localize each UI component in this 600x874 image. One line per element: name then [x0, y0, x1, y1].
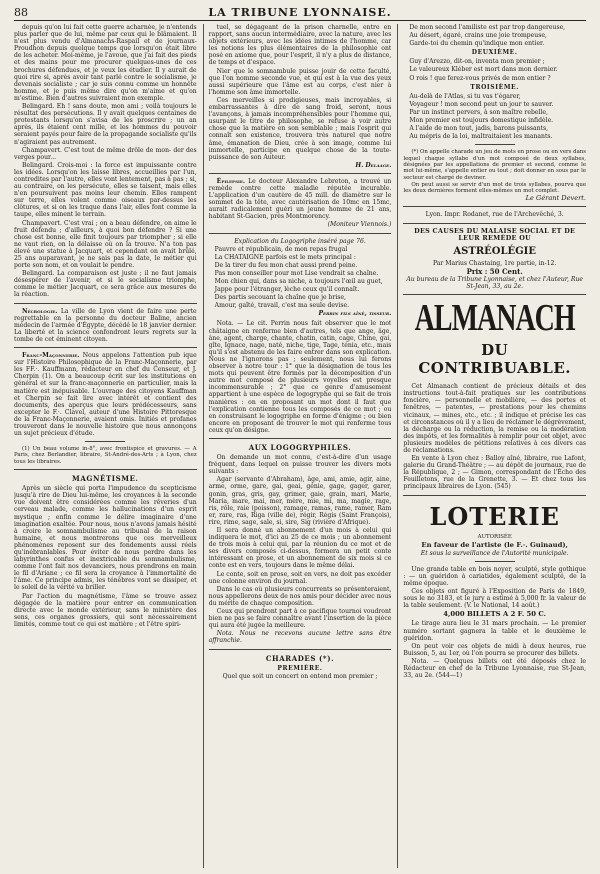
loterie-paragraph: On peut voir ces objets de midi à deux heures, rue Buisson, 5, au 1er, où l'on pourra se procurer des billets.: [403, 642, 587, 657]
magnetisme-paragraph: Après un siècle qui porta l'impudence du scepticisme jusqu'à rire de Dieu lui-même, les croyances à la seconde vue doivent être considérées comme les rêveries d'un cerveau malade, comme les hallucinations d'un esprit mystique ; enfin comme le délire imaginaire d'une imagination exaltée. Pour nous, nous n'avons jamais hésité à croire le somnambulisme au tribunal de la raison humaine, et nous montrerons que ces merveilleux phénomènes reposent sur des fondements aussi réels qu'inébranlables. Pour éviter de nous perdre dans les labyrinthes confus et inextricable du somnambulisme, comme l'ont fait nos devanciers, nous prendrons en main le fil d'Ariane ; ce fil sera la croyance à l'immortalité de l'âme. Ce principe admis, les ténèbres vont se dissiper, et le soleil de la vérité va briller.: [14, 485, 197, 592]
dialogue-paragraph: Belingard. Eh ! sans doute, mon ami ; voilà toujours le résultat des persécutions. Il y avait quelques centaines de protestants lorsqu'on s'avisa de les proscrire ; un an après, ils étaient cent mille, et les hommes du pouvoir seraient payés pour faire de la propagande socialiste qu'ils n'agiraient pas autrement.: [14, 103, 197, 146]
divider: [403, 495, 586, 496]
logogryphiles-title: AUX LOGOGRYPHILES.: [248, 442, 352, 452]
charade-verse: [403, 24, 586, 47]
verse-line: Au mépris de la loi, maltraitaient les manants.: [409, 133, 553, 141]
ad-price: Prix : 50 Cent.: [466, 266, 523, 276]
almanach-paragraph: En vente à Lyon chez : Balloy aîné, libraire, rue Lafont, galerie du Grand-Théâtre ; — au dépôt de journaux, rue de la République, 2 ; — Gimon, correspondant de l'Écho des Feuilletons, rue de la Grenette, 3. — Et chez tous les principaux libraires de Lyon. (545): [403, 455, 587, 491]
verse-line: Voyageur ! mon second peut un jour te sauver.: [409, 100, 554, 108]
dialogue-paragraph: Belingard. La comparaison est juste ; il ne faut jamais désespérer de l'avenir, et si le socialisme triomphe, comme le métier Jacquart, ce sera grâce aux mesures de la réaction.: [14, 270, 197, 299]
verse-line: Amour, gaîté, travail, c'est ma seule devise.: [214, 302, 350, 310]
charade-verse: [403, 58, 586, 81]
verse-line: Pauvre et républicain, de mon repas frugal: [214, 245, 348, 253]
verse-line: Des partis secouant la chaîne que je brise,: [214, 294, 346, 302]
dialogue-paragraph: Champavert. C'est tout de même drôle de mon- der des verges pour...: [14, 146, 197, 161]
necrology-text: La ville de Lyon vient de faire une perte regrettable en la personne du docteur Baline, ancien médecin de l'armée d'Égypte, décédé le 18 janvier dernier. La liberté et la science confondront leurs regrets sur la tombe de cet éminent citoyen.: [14, 307, 197, 343]
columns: [14, 24, 586, 868]
verse-line: A l'aide de mon tout, jadis, barons puissants,: [409, 125, 549, 133]
divider: [85, 441, 125, 442]
divider: [475, 561, 515, 562]
ad-author: Par Marius Chastaing, 1re partie, in-12.: [432, 259, 557, 267]
logogryphiles-paragraph: Le conte, soit en prose, soit en vers, ne doit pas excéder une colonne environ du journal.: [208, 570, 392, 585]
verse-line: Garde-toi du chemin qu'indique mon entier.: [409, 40, 545, 48]
divider: [403, 223, 586, 224]
author-signature: H. Delaage.: [355, 161, 392, 169]
nota-paragraph: Nota. — Le cit. Perrin nous fait observer que le mot châtaigne en renferme bien d'autres, tels que ange, âge, âne, agent, charge, chante, chatin, catin, cage, Chine, gai, gîte, Ignace, nage, naté, niche, tige, Tage, ténia, etc., mais qu'il s'est abstenu de les faire entrer dans son explication. Nous ne l'ignorons pas ; seulement, nous lui ferons observer à notre tour : 1° que la désignation de tous les mots qui peuvent être formés par la décomposition d'un autre mot composé de plusieurs voyelles est presque incommensurable ; 2° que ce genre d'amusement appartient à une espèce de logogryphe qui se fait de trois manières : on en proposant un mot dont il faut que l'explication contienne tous les composés de ce mot ; ou en construisant le logogriphe en forme d'énigme ; ou bien encore en proposant de trouver le mot qui renferme tous ceux qu'on désigne.: [208, 320, 392, 434]
dialogue-paragraph: Champavert. C'est vrai ; on a beau défendre, on aime le fruit défendu ; d'ailleurs, à quoi bon défendre ? Si une chose est bonne, elle finit toujours par triompher ; si elle ne vaut rien, on la délaisse où on la trouve. N'a ton pas élevé une statue à Jacquart, et cependant on avait brûlé, 25 ans auparavant, je ne sais pas la date, le métier qui porte son nom, et on voulait le pendre.: [14, 219, 197, 270]
loterie-paragraph: Le tirage aura lieu le 31 mars prochain. — Le premier numéro sortant gagnera la table et le deuxième le guéridon.: [403, 620, 587, 642]
logogryphiles-paragraph: On demande un mot connu, c'est-à-dire d'un usage fréquent, dans lequel on puisse trouver les divers mots suivants :: [208, 454, 392, 476]
logogriphe-intro: Explication du Logogriphe inséré page 76.: [234, 237, 366, 245]
loterie-faveur: En faveur de l'artiste (le F.·. Guinaud),: [421, 540, 568, 549]
logogriphe-signature: Perrin fils aîné, tisseur.: [318, 310, 392, 318]
logogryphiles-paragraph: Ceux qui prendront part à ce pacifique tournoi voudront bien ne pas se faire connaître avant l'insertion de la pièce qui aura été jugée la meilleure.: [208, 608, 392, 630]
divider: [14, 469, 197, 470]
loterie-surveillance: Et sous la surveillance de l'Autorité municipale.: [420, 549, 569, 557]
contribuable-title: DU CONTRIBUABLE.: [418, 341, 572, 378]
column-2: [203, 24, 392, 868]
verse-line: Au désert, égaré, crains une joie trompeuse,: [409, 32, 547, 40]
divider: [403, 206, 586, 207]
page-number: 88: [14, 5, 28, 19]
divider: [14, 347, 197, 348]
epilepsie-label: Épilepsie.: [216, 177, 245, 185]
verse-line: De la tirer du feu mon chat aussi prend peine.: [214, 261, 358, 269]
charades-title: CHARADES (*).: [265, 653, 335, 663]
logogryphiles-nota: Nota. Nous ne recevons aucune lettre sans être affranchie.: [208, 630, 392, 645]
loterie-billets: 4,000 BILLETS A 2 F. 50 C.: [443, 610, 547, 619]
charade-footnote: (*) On appelle charade un jeu de mots en prose ou en vers dans lequel chaque syllabe d'un mot composé de deux syllabes, désignées par les appellations de premier et second, comme le mot lui-même, s'appelle entier ou tout ; doit donner en sous par le secteur est chargé de deviner.: [403, 149, 587, 181]
logogryphiles-paragraph: Agar (servante d'Abraham), âge, ami, amie, agir, aine, arme, orme, gare, gai, geai, génie, gage, gager, garer, gonin, gras, gris, gay, grimer, gaie, grain, mari, Marie, Maria, mare, mai, mer, mère, mie, mi, ma, magie, rage, ris, rôle, raie (poisson), ramage, ramas, rame, ramer, Ram er, rare, ras, Riga (ville de), régir, Régis (Saint François), rire, rime, sage, sale, si, sire, Sig (rivière d'Afrique).: [208, 476, 392, 526]
franc-text: Nous appelons l'attention pub ique sur l'Histoire Philosophique de la Franc-Maçonnerie, par les FF.·. Kauffmann, rédacteur en chef du Censeur, et J. Cherpin (1). On a beaucoup écrit sur les institutions en général et sur la franc-maçonnerie en particulier, mais la matière est inépuisable. L'ouvrage des citoyens Kauffman et Cherpin se fait lire avec intérêt et contient des documents, des aperçus que leurs prédécesseurs, sans excepter le F.·. Clavel, auteur d'une Histoire Pittoresque de la Franc-Maçonnerie, avaient omis. Initiés et profanes trouveront dans le nouvelle histoire que nous annonçons un sujet précieux d'étude.: [14, 352, 197, 438]
ad-astreologie: ASTRÉOLÉGIE: [453, 245, 536, 257]
magnetisme-paragraph: Par l'action du magnétisme, l'âme se trouve assez dégagée de la matière pour entrer en communication directe avec le monde extérieur, sans le ministère des sens, ces organes grossiers, qui sont nécessairement limités, comme tout ce qui est matière ; et l'être spiri-: [14, 592, 197, 628]
ad-malaise-title: DES CAUSES DU MALAISE SOCIAL ET DE LEUR REMÈDE OU: [414, 226, 576, 243]
verse-line: Mon premier est toujours domestique infidèle.: [409, 117, 554, 125]
divider: [14, 303, 197, 304]
article-paragraph: Ces merveilles si prodigieuses, mais incroyables, si embarrassantes à dire de sang froid, seront, nous l'avançons, à jamais incompréhensibles pour l'homme qui, usurpant le titre de philosophe, se refuse à voir autre chose que la matière en son semblable ; mais l'esprit qui connaît son existence, trouvera très naturel que notre âme, émanation de Dieu, crée à son image, comme lui immortelle, participe en quelque chose de la toute-puissance de son Auteur.: [208, 96, 392, 161]
verse-line: La CHATAIGNE parfois est le mets principal :: [214, 253, 356, 261]
verse-line: Le valeureux Kléber est mort dans mon dernier.: [409, 66, 558, 74]
almanach-paragraph: Cet Almanach contient de précieux détails et des instructions tout-à-fait pratiques sur les contributions foncière, — personnelle et mobilière, — des portes et fenêtres, — patentes, — prestations pour les chemins vicinaux, — mines, etc., etc. ; il indique et précise les cas et circonstances où il y a lieu de réclamer le dégrèvement, la décharge ou la réduction, la remise ou la modération des impôts, et les formalités à remplir pour cet objet, avec plusieurs modèles de pétitions relatives à ces divers cas de réclamations.: [403, 383, 587, 454]
imprimerie-line: Lyon. Impr. Rodanet, rue de l'Archevêché, 3.: [425, 211, 564, 219]
divider: [209, 649, 392, 650]
verse-line: De mon second l'amiliste est par trop dangereuse,: [409, 24, 566, 31]
page-header: [14, 4, 586, 21]
divider: [209, 173, 392, 174]
almanach-title: ALMANACH: [414, 297, 575, 340]
franc-paragraph: [14, 352, 197, 437]
loterie-autorisee: AUTORISÉE: [477, 533, 512, 540]
charade-2-label: DEUXIÈME.: [471, 49, 518, 57]
divider: [403, 294, 586, 295]
article-paragraph: Nier que le somnambule puisse jouir de cette faculté, que l'on nomme seconde vue, et qui est à la vue des yeux aussi supérieure que l'âme est au corps, c'est nier à l'homme son âme immortelle.: [208, 67, 392, 96]
logogryphiles-paragraph: Il sera donné un abonnement d'un mois à celui qui indiquera le mot, d'ici au 25 de ce mois ; un abonnement de trois mois à celui qui, par la réunion du ce mot et de ses divers composés ci-dessus, formera un petit conte intéressant en prose, et un abonnement de six mois si ce conte est en vers, toujours dans le même délai.: [208, 527, 392, 570]
verse-line: Mon chien qui, dans sa niche, a toujours l'œil au guet,: [214, 278, 383, 285]
verse-line: Par un instinct pervers, à son maître rebelle,: [409, 108, 548, 116]
journal-title: LA TRIBUNE LYONNAISE.: [208, 5, 392, 19]
article-paragraph: tuel, se dégageant de la prison charnelle, entre en rapport, sans aucun intermédiaire, avec la nature, avec les objets extérieurs, avec les idées intimes de l'homme, car les notions les plus élémentaires de la philosophie ont posé en axiome que, pour l'esprit, il n'y a plus de distance, de temps et d'espace.: [208, 24, 392, 67]
dialogue-paragraph: depuis qu'on lui fait cette guerre acharnée, je n'entends plus parler que de lui, même par ceux qui le blâmaient. Il n'est plus vendu d'Almanachs-Raspail et de journaux-Proudhon depuis quelque temps que lorsqu'on était libre de les acheter. Moi-même, je l'avoue, que j'ai fait des pieds et des mains pour me procurer quelques-unes de ces brochures défendues, et je veux les étudier. Il y aurait de quoi rire si, après avoir tant parlé contre le socialisme, je devenais socialiste ; car je suis connu comme un honnête homme, et je puis même dire qu'on m'aime et qu'on m'estime. Bien d'autres suivraient mon exemple.: [14, 24, 197, 102]
loterie-title: LOTERIE: [429, 501, 560, 531]
charade-verse: [403, 93, 586, 141]
footnote: (1) Un beau volume in-8°, avec frontispice et gravures. — A Paris, chez Berlandier, libraire, St-André-des-Arts ; à Lyon, chez tous les libraires.: [14, 446, 197, 465]
logogryphiles-paragraph: Dans le cas où plusieurs concurrents se présenteraient, nous appellerons deux de nos amis pour décider avec nous du mérite de chaque composition.: [208, 585, 392, 607]
charade-footnote: On peut aussi se servir d'un mot de trois syllabes, pourvu que les deux dernières forment elles-mêmes un mot complet.: [403, 181, 587, 195]
franc-label: Franc-Maçonnerie.: [22, 352, 80, 360]
logogriphe-verse: [209, 246, 392, 310]
dialogue-paragraph: Belingard. Crois-moi : la force est impuissante contre les idées. Lorsqu'on les laisse libres, accueillies par l'un, contredites par l'autre, elles vont lentement, pas à pas ; si, au contraire, on les persécute, elles se taisent, mais elles n'en poursuivent pas moins leur chemin. Elles rampent sur terre, elles volent comme oiseaux par-dessus les clôtures, et si on les traque dans l'air, elles font comme la taupe, elles minent le terrain.: [14, 161, 197, 219]
charade-line: Quel que soit un concert on entend mon premier ;: [222, 672, 378, 680]
verse-line: Guy d'Arezzo, dit-on, inventa mon premier ;: [409, 58, 545, 66]
loterie-paragraph: Ces objets ont figuré à l'Exposition de Paris de 1849, sous le no 3183, et le jury a estimé à 5,000 fr. la valeur de la table seulement. (V. le National, 14 août.): [403, 588, 587, 610]
divider: [475, 144, 515, 145]
necrology-paragraph: [14, 308, 197, 343]
column-1: [14, 24, 197, 868]
source-signature: (Moniteur Viennois.): [327, 221, 392, 229]
verse-line: Jappe pour l'étranger, lèche ceux qu'il connaît.: [214, 286, 360, 294]
verse-line: Au-delà de l'Atlas, si tu vas t'égarer,: [409, 92, 521, 100]
charade-1-label: PREMIÈRE.: [277, 664, 323, 672]
verse-line: Pas mon conseiller pour mot Lise vendrait sa chaîne.: [214, 269, 379, 277]
verse-line: O rois ! que ferez-vous privés de mon entier ?: [409, 74, 551, 82]
magnetisme-title: MAGNÉTISME.: [72, 474, 139, 484]
epilepsie-text: Le docteur Alexandre Lebreton, a trouvé un remède contre cette maladie réputée incurable. L'application d'un cautère de 45 mill. de diamètre sur le sommet de la tête, avec cautérisation de 10mc en 15mc, aurait radicalement guéri un jeune homme de 21 ans, habitant St-Gacien, près Montmorency.: [208, 177, 392, 221]
loterie-nota: Nota. — Quelques billets ont été déposés chez le Rédacteur en chef de la Tribune Lyonnaise, rue St-Jean, 33, au 2e. (544—1): [403, 657, 587, 680]
epilepsie-paragraph: [209, 178, 392, 221]
loterie-paragraph: Une grande table en bois noyer, sculpté, style gothique : — un guéridon à cariatides, également sculpté, de la même époque.: [403, 565, 587, 588]
column-3: [397, 24, 586, 868]
ad-where: Au bureau de la Tribune Lyonnaise, et chez l'Auteur, Rue St-Jean, 33, au 2e.: [406, 275, 583, 291]
charade-3-label: TROISIÈME.: [470, 83, 519, 91]
divider: [209, 438, 392, 439]
gerant-signature: Le Gérant Devert.: [525, 194, 587, 203]
necrology-label: Nécrologie.: [22, 307, 58, 315]
divider: [209, 233, 392, 234]
